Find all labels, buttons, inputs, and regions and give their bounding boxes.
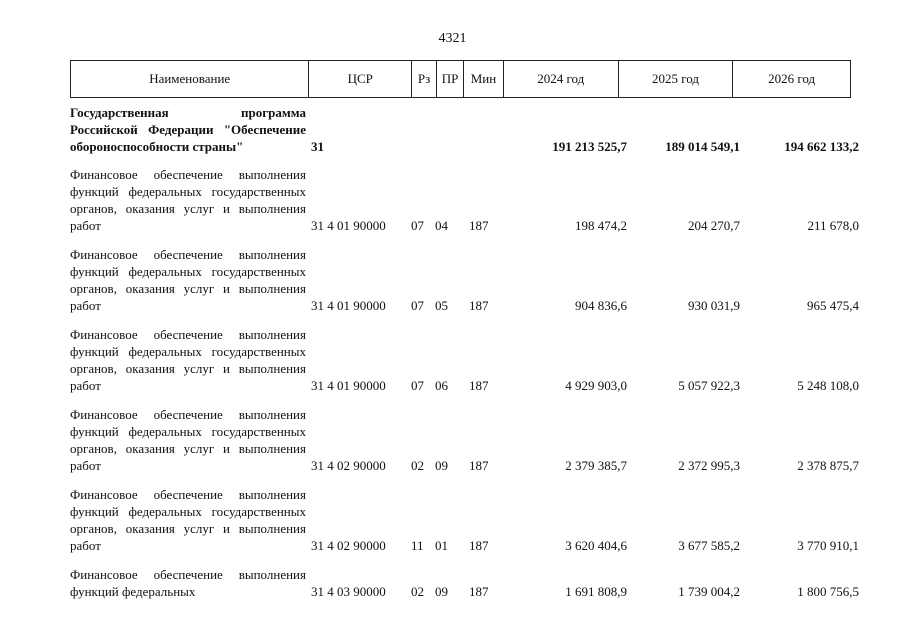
- table-row: [70, 246, 860, 314]
- header-2025: 2025 год: [619, 61, 734, 97]
- row-csr: 31 4 03 90000: [311, 584, 386, 599]
- row-pr: 09: [435, 458, 448, 473]
- row-2024: 3 620 404,6: [565, 538, 627, 553]
- row-2025: 930 031,9: [688, 298, 740, 313]
- row-pr: 01: [435, 538, 448, 553]
- table-header: [70, 60, 851, 98]
- row-csr: 31 4 01 90000: [311, 378, 386, 393]
- header-2026: 2026 год: [768, 71, 816, 86]
- table-body: [70, 104, 860, 600]
- header-2024: 2024 год: [504, 61, 619, 97]
- header-csr: ЦСР: [309, 61, 412, 97]
- table-row: [70, 166, 860, 234]
- row-csr: 31 4 01 90000: [311, 298, 386, 313]
- row-name: Государственная программа Российской Федерации "Обеспечение обороноспособности страны": [70, 105, 306, 154]
- row-2024: 198 474,2: [575, 218, 627, 233]
- row-min: 187: [469, 378, 489, 393]
- table-row: [70, 566, 860, 600]
- row-2025: 189 014 549,1: [665, 139, 740, 154]
- row-name: Финансовое обеспечение выполнения функций федеральных государственных органов, оказания услуг и выполнения работ: [70, 407, 306, 473]
- row-2026: 5 248 108,0: [797, 378, 859, 393]
- row-pr: 04: [435, 218, 448, 233]
- row-name: Финансовое обеспечение выполнения функций федеральных государственных органов, оказания услуг и выполнения работ: [70, 327, 306, 393]
- row-rz: 02: [411, 584, 424, 599]
- row-name: Финансовое обеспечение выполнения функций федеральных государственных органов, оказания услуг и выполнения работ: [70, 487, 306, 553]
- row-2024: 904 836,6: [575, 298, 627, 313]
- row-min: 187: [469, 584, 489, 599]
- row-2025: 1 739 004,2: [678, 584, 740, 599]
- row-rz: 11: [411, 538, 424, 553]
- row-2024: 191 213 525,7: [552, 139, 627, 154]
- row-pr: 06: [435, 378, 448, 393]
- row-2024: 1 691 808,9: [565, 584, 627, 599]
- row-csr: 31 4 02 90000: [311, 538, 386, 553]
- row-name: Финансовое обеспечение выполнения функций федеральных: [70, 567, 306, 599]
- row-rz: 07: [411, 218, 424, 233]
- header-min: Мин: [464, 61, 504, 97]
- row-name: Финансовое обеспечение выполнения функций федеральных государственных органов, оказания услуг и выполнения работ: [70, 247, 306, 313]
- row-2026: 1 800 756,5: [797, 584, 859, 599]
- row-2026: 194 662 133,2: [784, 139, 859, 154]
- row-2026: 211 678,0: [807, 218, 859, 233]
- row-csr: 31: [311, 139, 324, 154]
- row-2025: 204 270,7: [688, 218, 740, 233]
- row-2026: 965 475,4: [807, 298, 859, 313]
- header-pr: ПР: [437, 61, 464, 97]
- page-number: 4321: [438, 31, 467, 46]
- table-row: [70, 486, 860, 554]
- row-2025: 3 677 585,2: [678, 538, 740, 553]
- table-row: [70, 406, 860, 474]
- row-2026: 3 770 910,1: [797, 538, 859, 553]
- row-2026: 2 378 875,7: [797, 458, 859, 473]
- row-2024: 2 379 385,7: [565, 458, 627, 473]
- header-rz: Рз: [412, 61, 437, 97]
- table-row-program: [70, 104, 860, 155]
- row-min: 187: [469, 538, 489, 553]
- row-pr: 09: [435, 584, 448, 599]
- row-csr: 31 4 01 90000: [311, 218, 386, 233]
- row-pr: 05: [435, 298, 448, 313]
- header-name: Наименование: [71, 61, 309, 97]
- row-min: 187: [469, 298, 489, 313]
- table-row: [70, 326, 860, 394]
- row-2025: 2 372 995,3: [678, 458, 740, 473]
- row-rz: 07: [411, 378, 424, 393]
- row-rz: 02: [411, 458, 424, 473]
- row-name: Финансовое обеспечение выполнения функций федеральных государственных органов, оказания услуг и выполнения работ: [70, 167, 306, 233]
- row-2025: 5 057 922,3: [678, 378, 740, 393]
- row-min: 187: [469, 218, 489, 233]
- row-min: 187: [469, 458, 489, 473]
- row-2024: 4 929 903,0: [565, 378, 627, 393]
- row-rz: 07: [411, 298, 424, 313]
- row-csr: 31 4 02 90000: [311, 458, 386, 473]
